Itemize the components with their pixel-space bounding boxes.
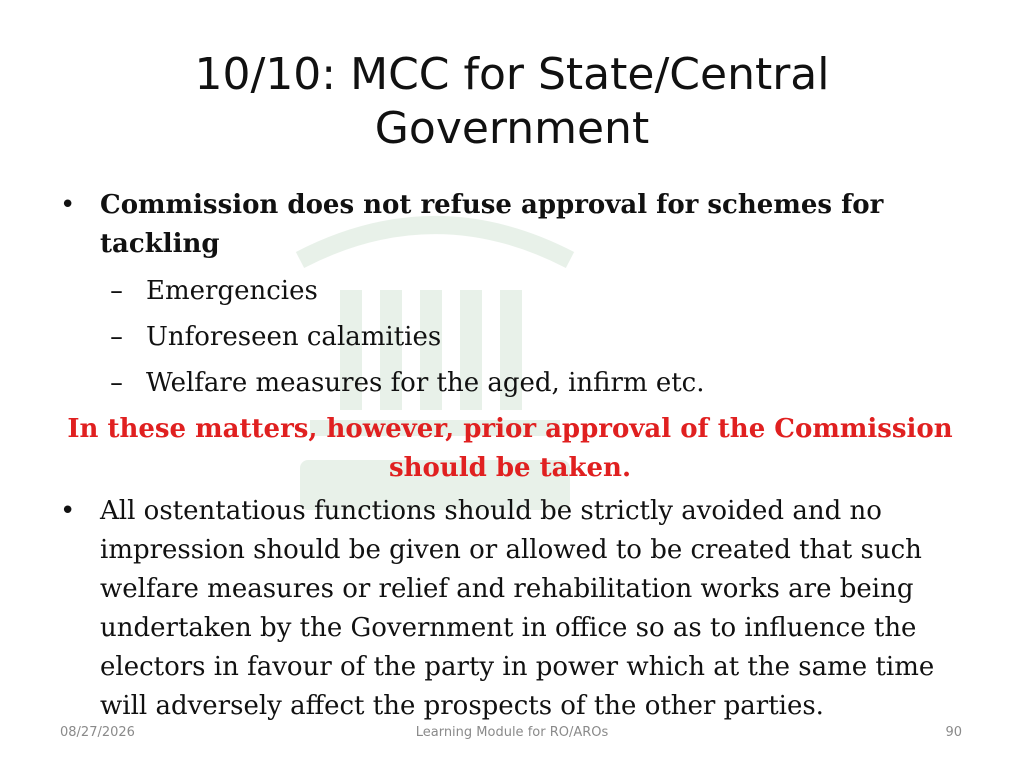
slide-body bbox=[60, 186, 960, 726]
sub-item-welfare bbox=[60, 360, 960, 406]
slide-title: 10/10: MCC for State/Central Government bbox=[194, 49, 830, 154]
bullet-item-1 bbox=[60, 186, 960, 264]
footer-date: 08/27/2026 bbox=[60, 725, 135, 740]
bullet-text-2: All ostentatious functions should be strictly avoided and no impression should be given or allowed to be created that such welfare measures or relief and rehabilitation works are being undertaken by the Government in office so as to influence the electors in favour of the party in power which at the same time will adversely affect the prospects of the other parties. bbox=[100, 496, 935, 721]
highlight-note: In these matters, however, prior approval of the Commission should be taken. bbox=[67, 414, 953, 483]
sub-item-emergencies bbox=[60, 268, 960, 314]
bullet-icon: • bbox=[60, 190, 76, 220]
dash-icon: – bbox=[110, 368, 123, 398]
sub-item-text: Welfare measures for the aged, infirm etc. bbox=[146, 368, 705, 398]
sub-item-calamities bbox=[60, 314, 960, 360]
dash-icon: – bbox=[110, 276, 123, 306]
footer-title: Learning Module for RO/AROs bbox=[415, 725, 609, 740]
bullet-item-2 bbox=[60, 492, 960, 726]
bullet-icon: • bbox=[60, 496, 76, 526]
page-number: 90 bbox=[945, 725, 962, 740]
sub-item-text: Emergencies bbox=[146, 276, 318, 306]
bullet-text-1: Commission does not refuse approval for schemes for tackling bbox=[100, 190, 884, 259]
sub-list bbox=[60, 268, 960, 406]
dash-icon: – bbox=[110, 322, 123, 352]
sub-item-text: Unforeseen calamities bbox=[146, 322, 442, 352]
